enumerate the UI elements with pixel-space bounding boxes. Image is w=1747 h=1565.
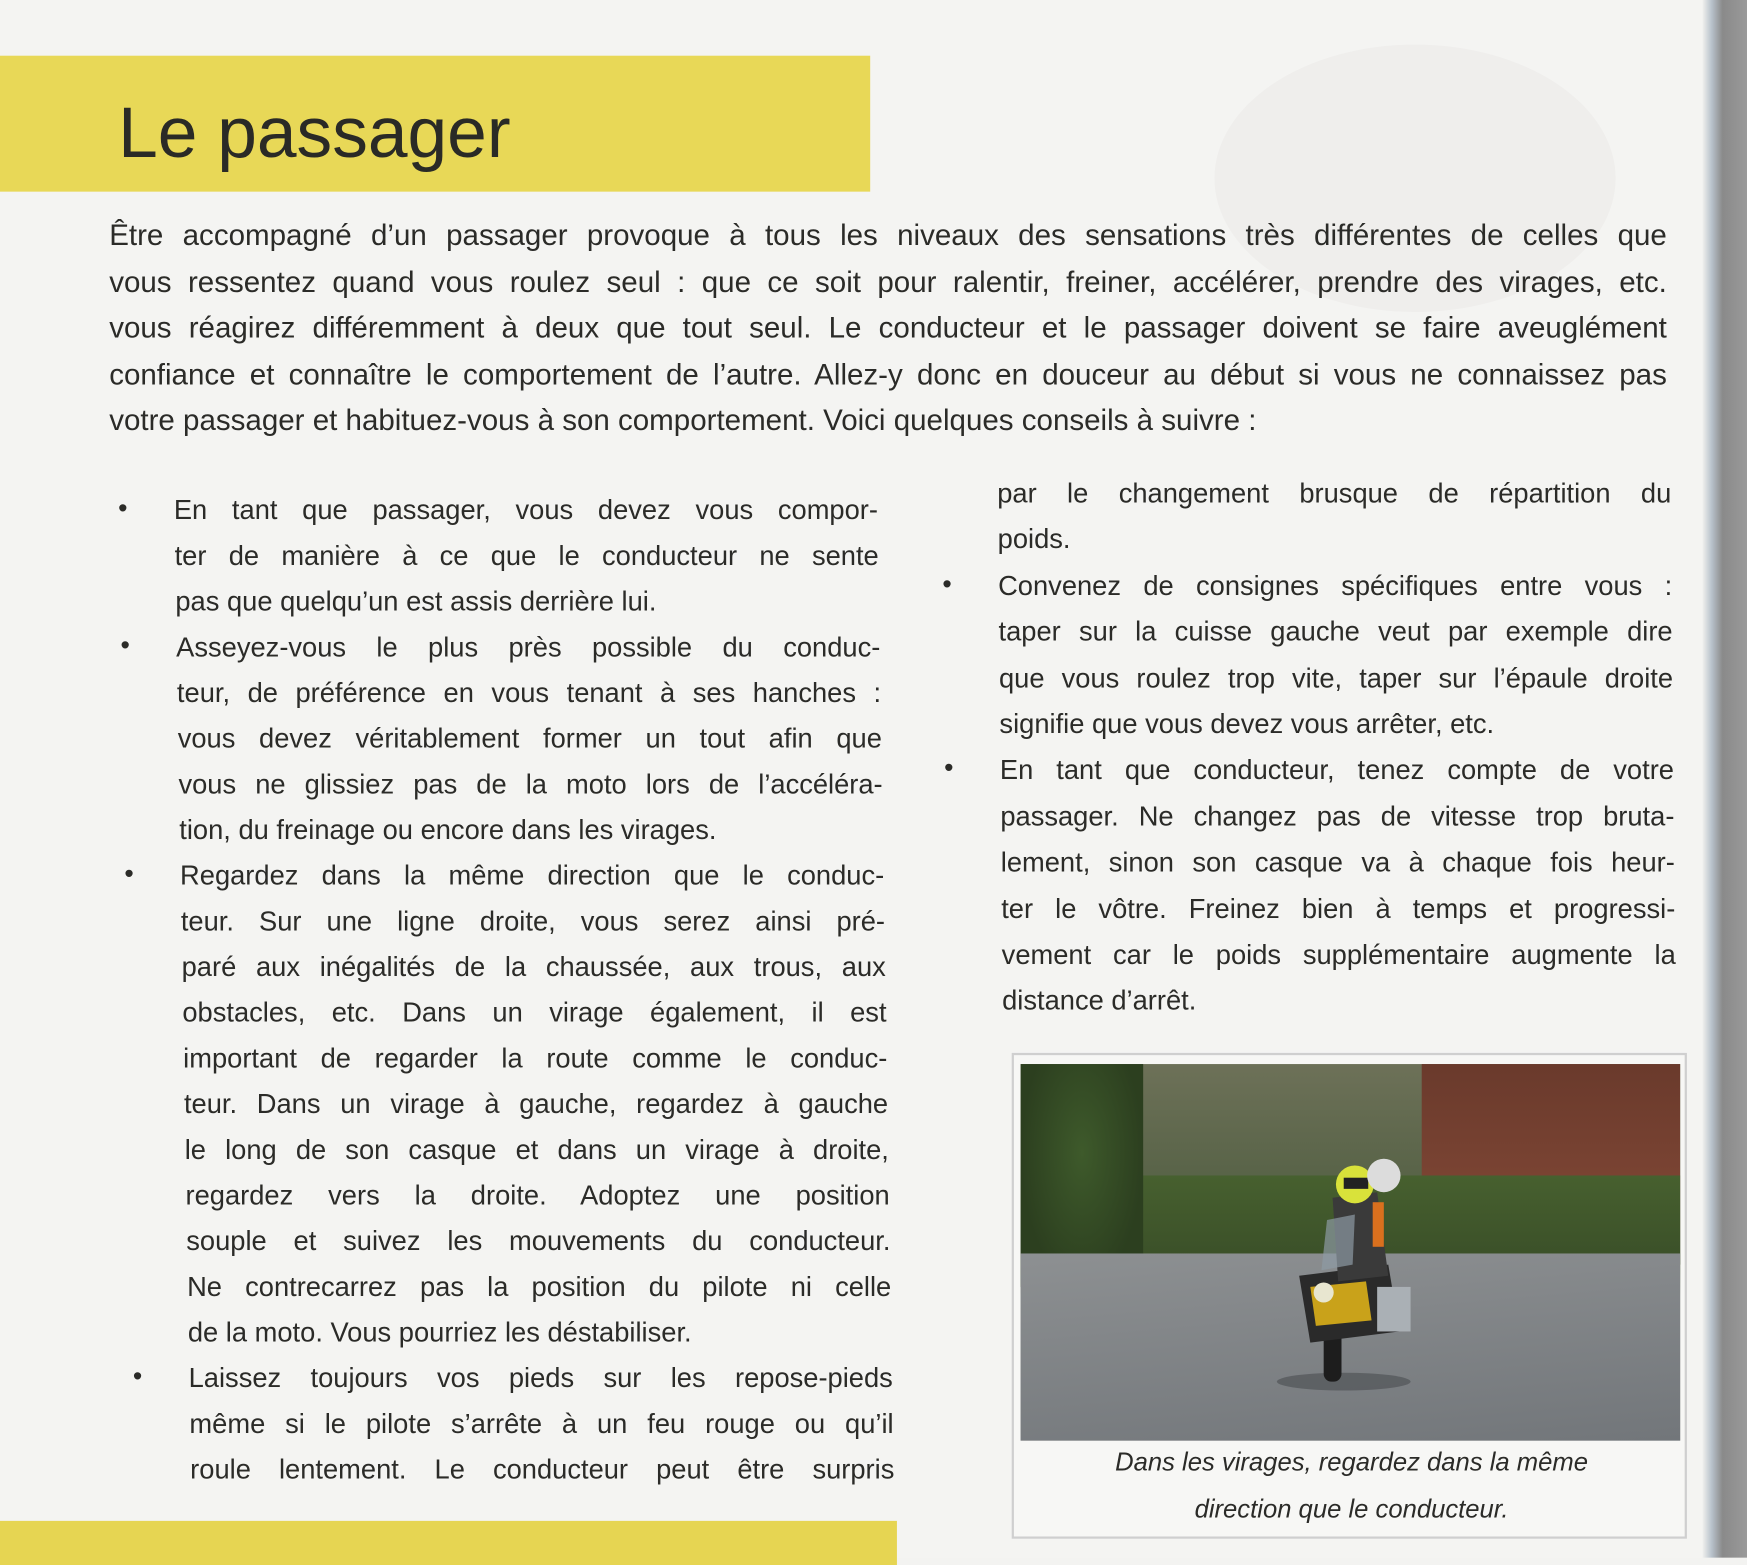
list-item-line: paré aux inégalités de la chaussée, aux trous, aux bbox=[181, 952, 886, 983]
list-item-line: teur, de préférence en vous tenant à ses hanches : bbox=[176, 678, 882, 709]
list-item-line: Convenez de consignes spécifiques entre vous : bbox=[998, 571, 1673, 602]
list-item-line: vous devez véritablement former un tout afin que bbox=[177, 724, 882, 755]
intro-line: Être accompagné d’un passager provoque à tous les niveaux des sensations très différentes de celles que bbox=[109, 218, 1667, 252]
list-item-line: teur. Dans un virage à gauche, regardez à gauche bbox=[183, 1089, 889, 1120]
motorcycle-riders-illustration bbox=[1266, 1153, 1422, 1393]
list-item-line: regardez vers la droite. Adoptez une position bbox=[185, 1181, 890, 1212]
list-item-line: ter le vôtre. Freinez bien à temps et progressi- bbox=[1001, 894, 1676, 925]
list-item-line: distance d’arrêt. bbox=[1002, 986, 1197, 1017]
list-item-line: vement car le poids supplémentaire augmente la bbox=[1001, 940, 1676, 971]
bullet-icon: • bbox=[118, 493, 128, 524]
list-item-line: souple et suivez les mouvements du conducteur. bbox=[186, 1226, 891, 1257]
intro-line: confiance et connaître le comportement de l’autre. Allez-y donc en douceur au début si vous ne connaissez pas bbox=[109, 357, 1667, 391]
page-gutter bbox=[1702, 0, 1747, 1558]
list-item-line: poids. bbox=[997, 525, 1071, 556]
bullet-icon: • bbox=[120, 630, 130, 661]
list-item-line: En tant que passager, vous devez vous compor- bbox=[173, 495, 878, 526]
intro-line: vous réagirez différemment à deux que tout seul. Le conducteur et le passager doivent se faire aveuglément bbox=[109, 310, 1667, 345]
list-item-line: taper sur la cuisse gauche veut par exemple dire bbox=[998, 617, 1673, 648]
bullet-icon: • bbox=[942, 569, 952, 600]
list-item-line: de la moto. Vous pourriez les déstabiliser. bbox=[187, 1318, 692, 1349]
list-item-line: que vous roulez trop vite, taper sur l’épaule droite bbox=[998, 663, 1674, 694]
figure-caption-line-1: Dans les virages, regardez dans la même bbox=[1115, 1447, 1588, 1477]
list-item-line: le long de son casque et dans un virage à droite, bbox=[184, 1135, 889, 1166]
figure-caption-line-2: direction que le conducteur. bbox=[1194, 1494, 1509, 1524]
list-item-line: signifie que vous devez vous arrêter, etc. bbox=[999, 709, 1495, 740]
list-item-line: teur. Sur une ligne droite, vous serez ainsi pré- bbox=[180, 906, 886, 938]
bullet-icon: • bbox=[132, 1361, 143, 1392]
list-item-line: Asseyez-vous le plus près possible du conduc- bbox=[176, 632, 881, 663]
list-item-line: En tant que conducteur, tenez compte de votre bbox=[999, 755, 1674, 786]
bullet-icon: • bbox=[944, 753, 954, 784]
list-item-line: Ne contrecarrez pas la position du pilote ni celle bbox=[187, 1272, 892, 1303]
list-item-line: passager. Ne changez pas de vitesse trop bruta- bbox=[1000, 801, 1675, 833]
list-item-line: vous ne glissiez pas de la moto lors de l’accéléra- bbox=[178, 769, 883, 800]
list-item-line: pas que quelqu’un est assis derrière lui. bbox=[175, 587, 657, 618]
list-item-line: lement, sinon son casque va à chaque fois heur- bbox=[1000, 848, 1675, 879]
intro-line: vous ressentez quand vous roulez seul : que ce soit pour ralentir, freiner, accélérer, prendre des virages, etc. bbox=[109, 264, 1667, 299]
list-item-line: ter de manière à ce que le conducteur ne sente bbox=[174, 541, 879, 572]
motorcycle-photo bbox=[1021, 1064, 1681, 1441]
bottom-band bbox=[0, 1521, 897, 1565]
intro-line: votre passager et habituez-vous à son comportement. Voici quelques conseils à suivre : bbox=[109, 403, 1257, 437]
list-item-line: important de regarder la route comme le conduc- bbox=[183, 1044, 888, 1075]
list-item-line: même si le pilote s’arrête à un feu rouge ou qu’il bbox=[189, 1409, 894, 1440]
list-item-line: tion, du freinage ou encore dans les virages. bbox=[179, 815, 717, 846]
list-item-line: roule lentement. Le conducteur peut être surpris bbox=[190, 1455, 895, 1486]
figure bbox=[1012, 1053, 1687, 1539]
list-item-line: par le changement brusque de répartition du bbox=[997, 479, 1672, 510]
bullet-icon: • bbox=[124, 859, 134, 890]
list-item-line: Laissez toujours vos pieds sur les repose-pieds bbox=[188, 1363, 893, 1394]
list-item-line: obstacles, etc. Dans un virage également, il est bbox=[182, 998, 887, 1029]
list-item-line: Regardez dans la même direction que le conduc- bbox=[180, 861, 885, 892]
page-title: Le passager bbox=[118, 92, 511, 173]
